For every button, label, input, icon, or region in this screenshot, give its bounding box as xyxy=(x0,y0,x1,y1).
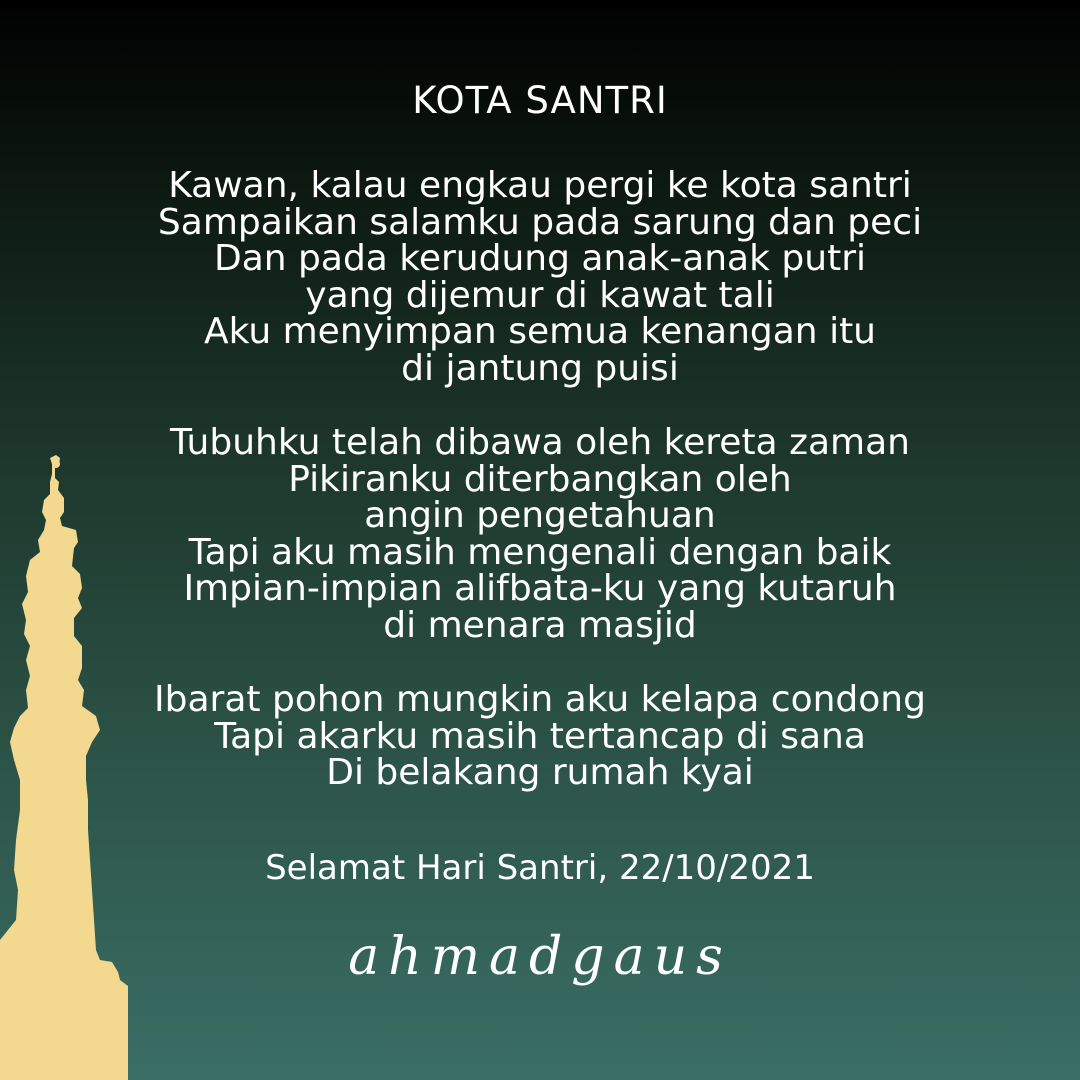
poem-title: KOTA SANTRI xyxy=(412,79,668,122)
poem-line: Di belakang rumah kyai xyxy=(326,752,754,793)
poem-line: Sampaikan salamku pada sarung dan peci xyxy=(157,201,923,243)
poem-line: Dan pada kerudung anak-anak putri xyxy=(213,238,866,279)
poem-line: di jantung puisi xyxy=(401,347,679,389)
poem-line: angin pengetahuan xyxy=(364,495,716,536)
poem-line: Kawan, kalau engkau pergi ke kota santri xyxy=(168,165,912,206)
poem-line: Impian-impian alifbata-ku yang kutaruh xyxy=(183,568,897,609)
poem-line: Tapi akarku masih tertancap di sana xyxy=(214,715,866,757)
poem xyxy=(0,74,1080,830)
poem-line: Tapi aku masih mengenali dengan baik xyxy=(188,531,892,573)
author-signature: ahmadgaus xyxy=(348,927,732,987)
poem-line: Pikiranku diterbangkan oleh xyxy=(288,458,792,500)
stanza-3 xyxy=(0,679,1080,793)
stanza-1 xyxy=(0,165,1080,389)
poem-line: Tubuhku telah dibawa oleh kereta zaman xyxy=(170,422,910,463)
greeting-text: Selamat Hari Santri, 22/10/2021 xyxy=(265,848,815,888)
poem-line: Aku menyimpan semua kenangan itu xyxy=(203,311,876,352)
stanza-2 xyxy=(0,422,1080,646)
poem-line: di menara masjid xyxy=(383,604,697,646)
poem-line: yang dijemur di kawat tali xyxy=(305,274,775,316)
poem-line: Ibarat pohon mungkin aku kelapa condong xyxy=(154,679,926,720)
